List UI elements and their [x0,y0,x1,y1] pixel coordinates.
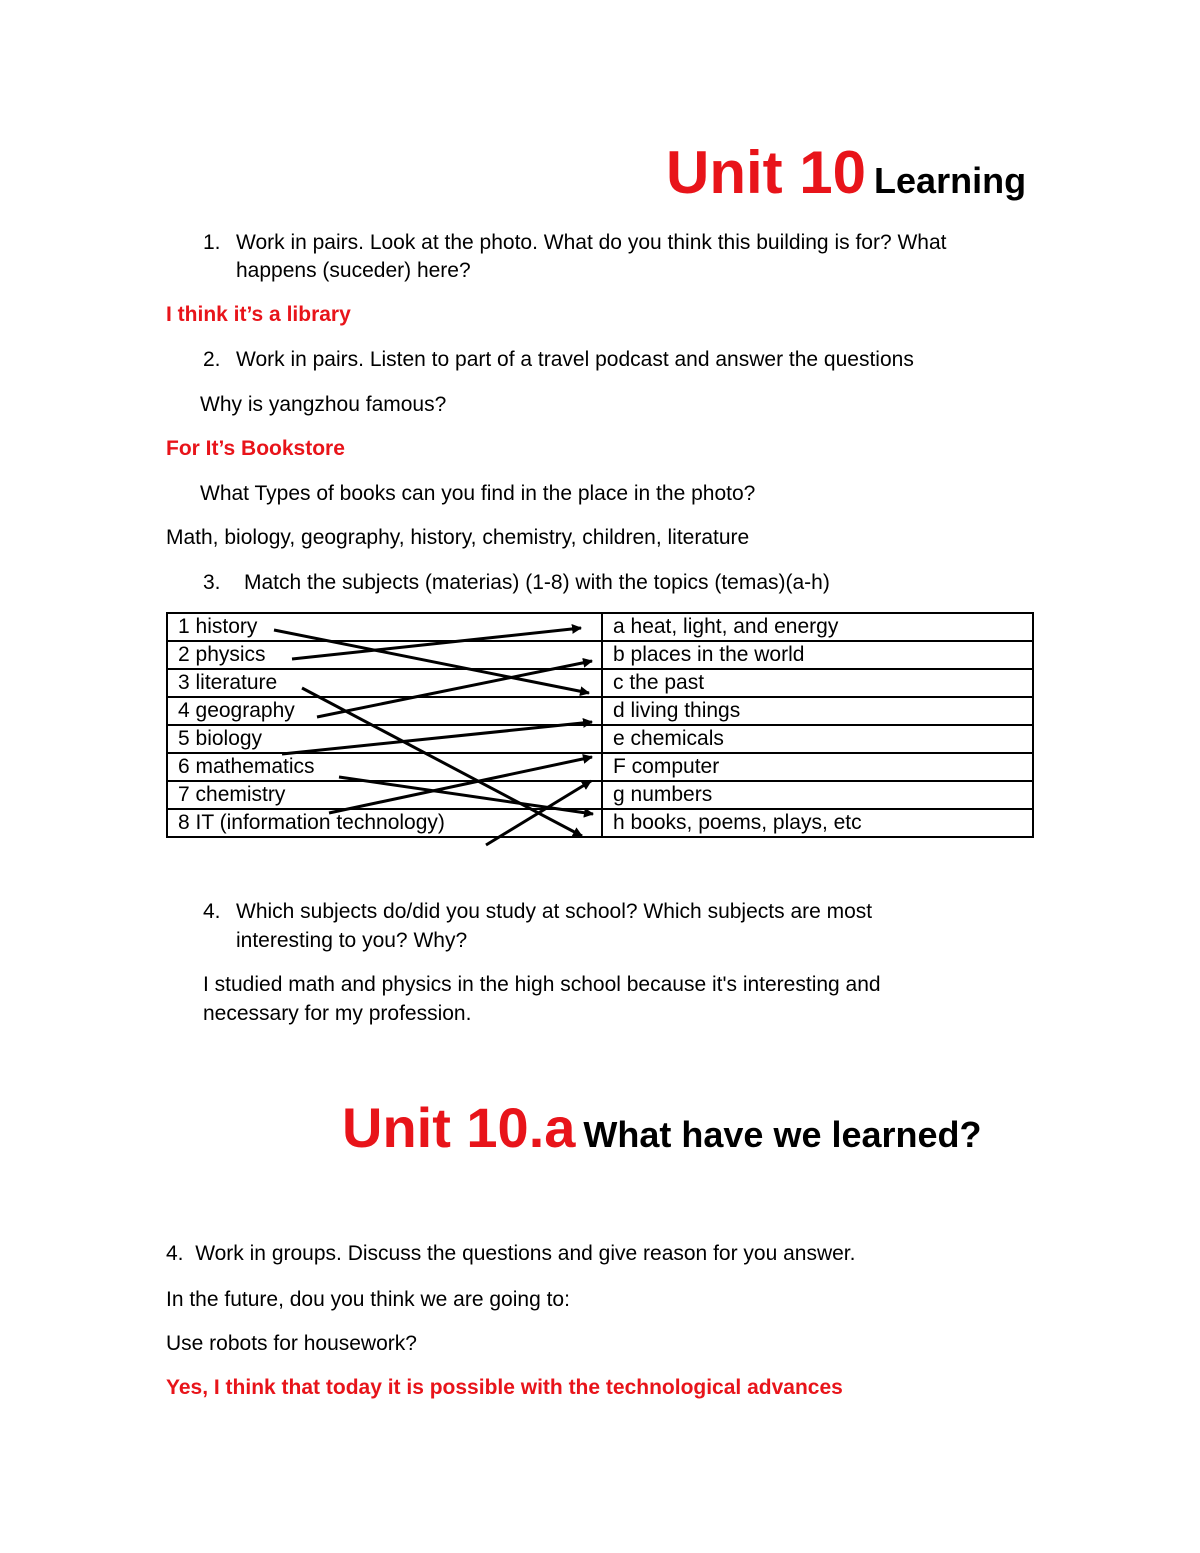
section-2-question [166,1241,855,1267]
question-number: 4. [166,1242,184,1265]
subject-cell: 2 physics [167,641,602,669]
answer-2-1: For It’s Bookstore [166,437,345,460]
question-number: 3. [203,571,221,594]
section-2-answer: Yes, I think that today it is possible with the technological advances [166,1376,843,1399]
topic-cell: g numbers [602,781,1033,809]
section-2-line-2: Use robots for housework? [166,1332,417,1355]
arrow-geography-to-places [317,661,592,717]
question-number: 2. [203,348,221,371]
question-number: 1. [203,231,221,254]
subject-cell: 4 geography [167,697,602,725]
answer-1: I think it’s a library [166,303,351,326]
arrow-history-to-past [274,630,589,693]
topic-cell: h books, poems, plays, etc [602,809,1033,837]
subject-cell: 5 biology [167,725,602,753]
subject-cell: 6 mathematics [167,753,602,781]
topic-cell: e chemicals [602,725,1033,753]
question-number: 4. [203,900,221,923]
section-title [342,1093,982,1170]
unit-number: Unit 10.a [342,1096,576,1159]
arrow-biology-to-living [282,722,592,754]
unit-name: Learning [874,160,1027,201]
subject-cell: 7 chemistry [167,781,602,809]
section-2-line-1: In the future, dou you think we are going to: [166,1288,570,1311]
question-text: Work in pairs. Look at the photo. What do you think this building is for? What [236,231,947,254]
answer-4-line-1: I studied math and physics in the high school because it's interesting and [203,973,881,996]
question-1-line-2: happens (suceder) here? [236,259,471,282]
question-4-line-1 [203,899,872,925]
topic-cell: d living things [602,697,1033,725]
subject-cell: 8 IT (information technology) [167,809,602,837]
topic-cell: b places in the world [602,641,1033,669]
question-text: Match the subjects (materias) (1-8) with the topics (temas)(a-h) [244,571,830,594]
answer-2-2: Math, biology, geography, history, chemistry, children, literature [166,526,750,549]
question-2-sub-1: Why is yangzhou famous? [200,393,447,416]
topic-cell: F computer [602,753,1033,781]
unit-name: What have we learned? [583,1114,982,1155]
subject-cell: 1 history [167,613,602,641]
arrow-it-to-computer [486,781,591,845]
topic-cell: a heat, light, and energy [602,613,1033,641]
subject-cell: 3 literature [167,669,602,697]
question-text: Work in pairs. Listen to part of a travel podcast and answer the questions [236,348,914,371]
question-4-line-2: interesting to you? Why? [236,929,468,952]
unit-number: Unit 10 [666,139,867,206]
answer-4-line-2: necessary for my profession. [203,1002,472,1025]
question-text: Which subjects do/did you study at school? Which subjects are most [236,900,873,923]
question-text: Work in groups. Discuss the questions and give reason for you answer. [195,1242,856,1265]
topic-cell: c the past [602,669,1033,697]
question-2-sub-2: What Types of books can you find in the place in the photo? [200,482,756,505]
